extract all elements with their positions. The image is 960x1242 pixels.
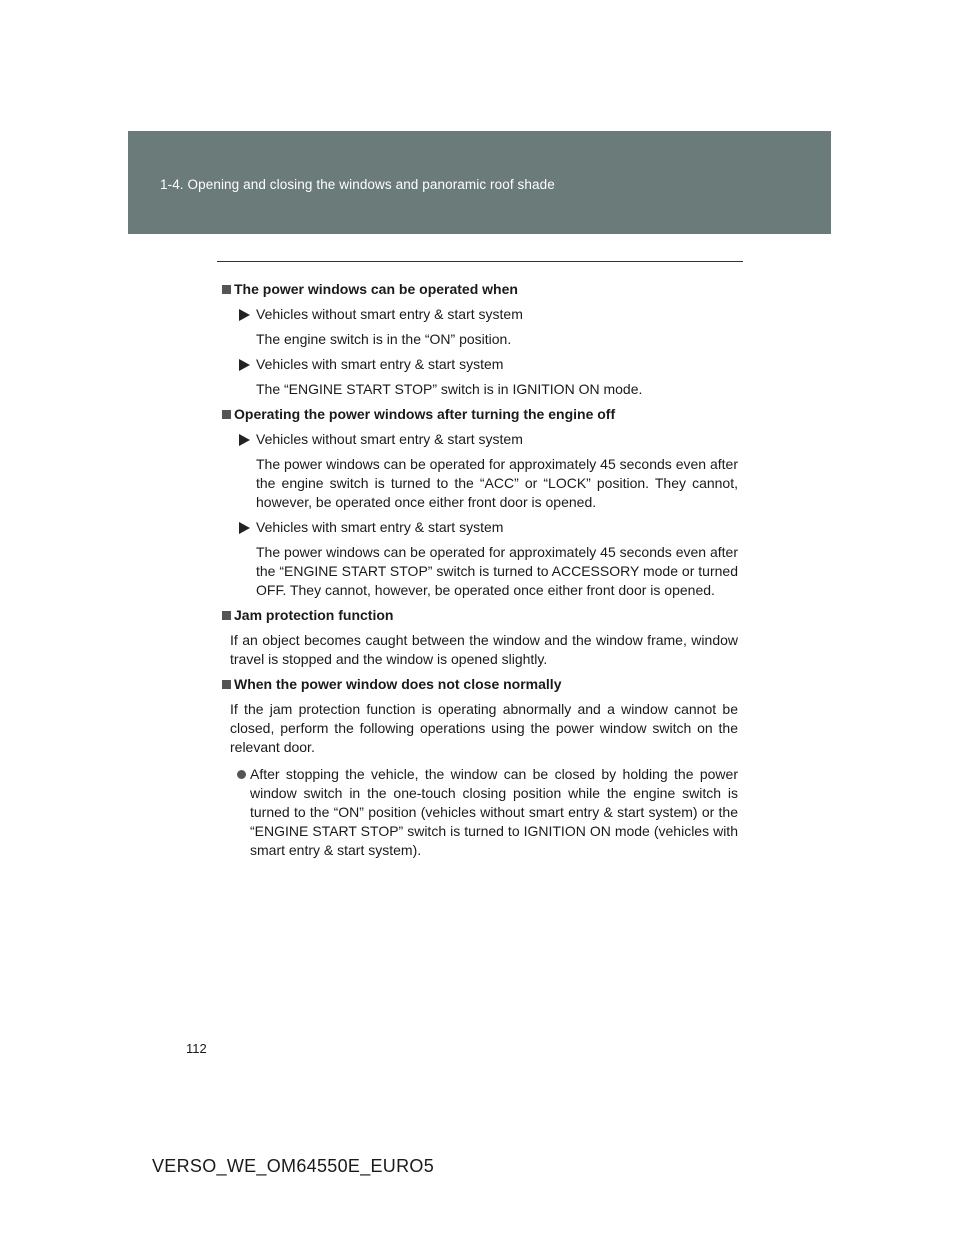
triangle-bullet-icon [239,522,250,534]
condition-text: The power windows can be operated for approximately 45 seconds even after the “ENGINE START STOP” switch is turned to ACCESSORY mode or turned OFF. They cannot, however, be operated once either front door is opened. [256,544,738,598]
round-bullet-icon [237,770,246,779]
condition-label: Vehicles with smart entry & start system [222,355,738,374]
section-heading: When the power window does not close normally [222,675,738,694]
condition-text: The “ENGINE START STOP” switch is in IGNITION ON mode. [256,381,643,397]
chapter-title: 1-4. Opening and closing the windows and panoramic roof shade [160,177,555,192]
square-bullet-icon [222,611,231,620]
section-text: If an object becomes caught between the window and the window frame, window travel is stopped and the window is opened slightly. [230,632,738,667]
section-divider [217,261,743,262]
section-text: If the jam protection function is operating abnormally and a window cannot be closed, perform the following operations using the power window switch on the relevant door. [230,701,738,755]
triangle-bullet-icon [239,309,250,321]
section-heading: Operating the power windows after turning the engine off [222,405,738,424]
square-bullet-icon [222,410,231,419]
square-bullet-icon [222,680,231,689]
note-bullet: After stopping the vehicle, the window can be closed by holding the power window switch in the one-touch closing position while the engine switch is turned to the “ON” position (vehicles without smart entry & start system) or the “ENGINE START STOP” switch is turned to IGNITION ON mode (vehicles with smart entry & start system). [222,765,738,860]
condition-label: Vehicles with smart entry & start system [222,518,738,537]
page-content [222,280,738,860]
condition-text: The power windows can be operated for approximately 45 seconds even after the engine switch is turned to the “ACC” or “LOCK” position. They cannot, however, be operated once either front door is opened. [256,456,738,510]
condition-label: Vehicles without smart entry & start system [222,305,738,324]
chapter-header [128,131,831,234]
triangle-bullet-icon [239,434,250,446]
section-heading: The power windows can be operated when [222,280,738,299]
condition-label: Vehicles without smart entry & start system [222,430,738,449]
section-heading: Jam protection function [222,606,738,625]
triangle-bullet-icon [239,359,250,371]
page-number: 112 [186,1041,207,1056]
square-bullet-icon [222,285,231,294]
document-code: VERSO_WE_OM64550E_EURO5 [152,1156,435,1176]
condition-text: The engine switch is in the “ON” position. [256,331,512,347]
